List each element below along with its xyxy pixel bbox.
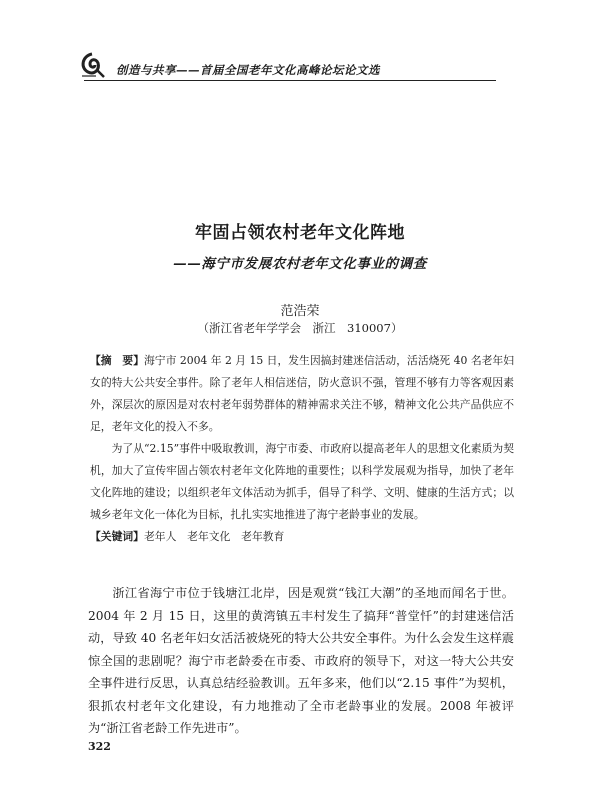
- abstract-label: 【摘 要】: [90, 354, 144, 367]
- article-subtitle: ——海宁市发展农村老年文化事业的调查: [173, 256, 427, 272]
- abstract-text-1: 海宁市 2004 年 2 月 15 日，发生因搞封建迷信活动，活活烧死 40 名老年妇女的特大公共安全事件。除了老年人相信迷信，防火意识不强，管理不够有力等客观因素外，深层次的原因是对农村老年弱势群体的精神需求关注不够，精神文化公共产品供应不足，老年文化的投入不多。: [90, 354, 515, 433]
- author-affiliation: （浙江省老年学学会 浙江 310007）: [197, 321, 403, 335]
- article-title: 牢固占领农村老年文化阵地: [195, 223, 405, 243]
- body-paragraph: 浙江省海宁市位于钱塘江北岸，因是观赏“钱江大潮”的圣地而闻名于世。2004 年 2 月 15 日，这里的黄湾镇五丰村发生了搞拜“普堂忏”的封建迷信活动，导致 40 名老年妇女活活被烧死的特大公共安全事件。为什么会发生这样震惊全国的悲剧呢？海宁市老龄委在市委、市政府的领导下，对这一特大公共安全事件进行反思，认真总结经验教训。五年多来，他们以“2.15 事件”为契机，狠抓农村老年文化建设，有力地推动了全市老龄事业的发展。2008 年被评为“浙江省老龄工作先进市”。: [88, 586, 514, 735]
- keywords-text: 老年人 老年文化 老年教育: [143, 530, 285, 543]
- author-name: 范浩荣: [280, 304, 320, 319]
- running-header: [78, 56, 508, 82]
- running-title: 创造与共享——首届全国老年文化高峰论坛论文选: [116, 63, 380, 77]
- book-series-logo-icon: [78, 50, 112, 80]
- page-number: 322: [88, 740, 111, 753]
- keywords: [90, 526, 514, 548]
- abstract-paragraph-1: [90, 350, 514, 438]
- keywords-label: 【关键词】: [90, 530, 144, 543]
- abstract-paragraph-2: 为了从“2.15”事件中吸取教训，海宁市委、市政府以提高老年人的思想文化素质为契机，加大了宣传牢固占领农村老年文化阵地的重要性；以科学发展观为指导，加快了老年文化阵地的建设；以组织老年文体活动为抓手，倡导了科学、文明、健康的生活方式；以城乡老年文化一体化为目标，扎扎实实地推进了海宁老龄事业的发展。: [90, 442, 514, 521]
- abstract: [90, 350, 514, 548]
- header-rule: [84, 80, 496, 81]
